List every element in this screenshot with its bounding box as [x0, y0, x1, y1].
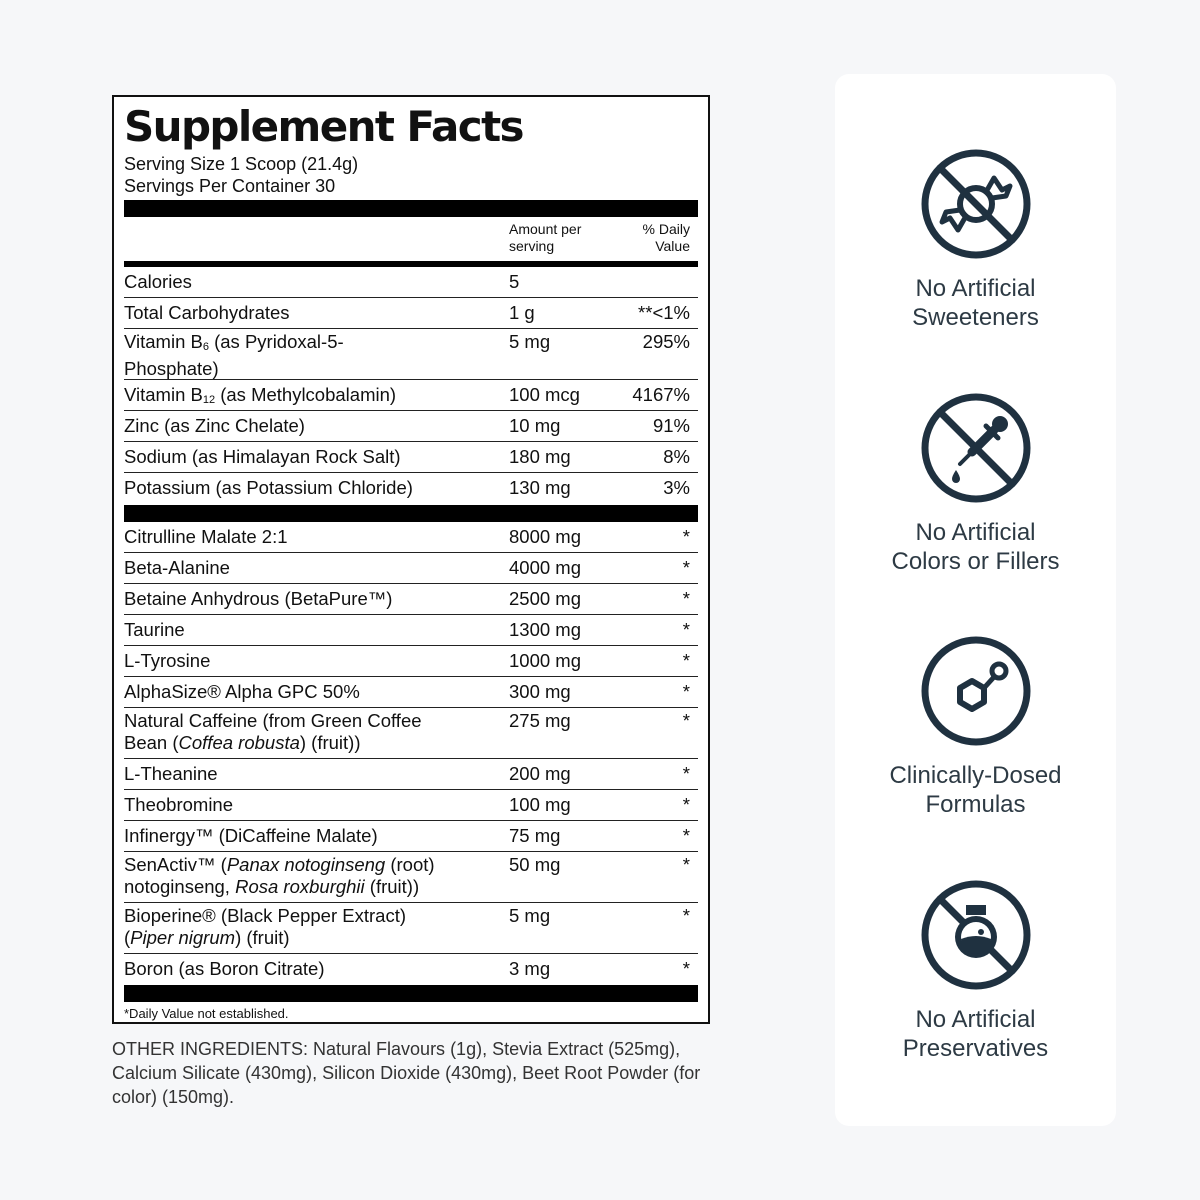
molecule-icon: [920, 635, 1032, 747]
table-row: Zinc (as Zinc Chelate) 10 mg 91%: [124, 411, 698, 442]
serving-size: Serving Size 1 Scoop (21.4g): [124, 154, 359, 174]
table-row: Boron (as Boron Citrate) 3 mg *: [124, 958, 690, 979]
table-row: Taurine 1300 mg *: [124, 615, 698, 646]
table-row: L-Tyrosine 1000 mg *: [124, 646, 698, 677]
feature-no-preservatives: [835, 879, 1116, 1063]
features-card: [835, 74, 1116, 1126]
amount-header: Amount per serving: [509, 221, 582, 254]
table-row: Vitamin $B_{12}$ (as Methylcobalamin) 100 mcg 4167%: [124, 380, 698, 411]
table-row: Citrulline Malate 2:1 8000 mg *: [124, 522, 698, 553]
feature-label: Clinically-Dosed Formulas: [889, 762, 1062, 818]
table-row: Bioperine® (Black Pepper Extract) (Piper nigrum) (fruit) 5 mg *: [124, 903, 698, 954]
feature-no-colors: [835, 392, 1116, 576]
facts-title: Supplement Facts: [124, 102, 523, 151]
bottom-divider: [124, 985, 698, 1002]
table-row: Theobromine 100 mg *: [124, 790, 698, 821]
table-row: Sodium (as Himalayan Rock Salt) 180 mg 8%: [124, 442, 698, 473]
feature-label: No Artificial Colors or Fillers: [891, 519, 1060, 575]
supplement-facts-panel: [112, 95, 710, 1024]
table-row: SenActiv™ (Panax notoginseng (root) notoginseng, Rosa roxburghii (fruit)) 50 mg *: [124, 852, 698, 903]
thick-divider: [124, 200, 698, 217]
table-row: Beta-Alanine 4000 mg *: [124, 553, 698, 584]
section-divider: [124, 505, 698, 522]
no-sweetener-icon: [920, 148, 1032, 260]
table-row: Potassium (as Potassium Chloride) 130 mg 3%: [124, 477, 690, 498]
table-row: Natural Caffeine (from Green Coffee Bean (Coffea robusta) (fruit)) 275 mg *: [124, 708, 698, 759]
no-preservative-flask-icon: [920, 879, 1032, 991]
feature-no-sweeteners: [835, 148, 1116, 332]
daily-value-header: % Daily Value: [642, 221, 690, 254]
table-row: Calories 5: [124, 267, 698, 298]
table-row: Vitamin $B_6$ (as Pyridoxal-5-Phosphate) 5 mg 295%: [124, 329, 698, 380]
table-header: [124, 217, 698, 267]
table-row: AlphaSize® Alpha GPC 50% 300 mg *: [124, 677, 698, 708]
feature-label: No Artificial Preservatives: [902, 1006, 1049, 1062]
table-row: Infinergy™ (DiCaffeine Malate) 75 mg *: [124, 821, 698, 852]
other-ingredients: OTHER INGREDIENTS: Natural Flavours (1g), Stevia Extract (525mg), Calcium Silicate (430mg), Silicon Dioxide (430mg), Beet Root Powder (for color) (150mg).: [112, 1039, 701, 1107]
footnote: *Daily Value not established.: [124, 1006, 289, 1021]
feature-label: No Artificial Sweeteners: [912, 275, 1039, 331]
table-row: L-Theanine 200 mg *: [124, 759, 698, 790]
no-dropper-icon: [920, 392, 1032, 504]
servings-per-container: Servings Per Container 30: [124, 176, 336, 196]
table-row: Betaine Anhydrous (BetaPure™) 2500 mg *: [124, 584, 698, 615]
table-row: Total Carbohydrates 1 g **<1%: [124, 298, 698, 329]
feature-clinically-dosed: [835, 635, 1116, 819]
